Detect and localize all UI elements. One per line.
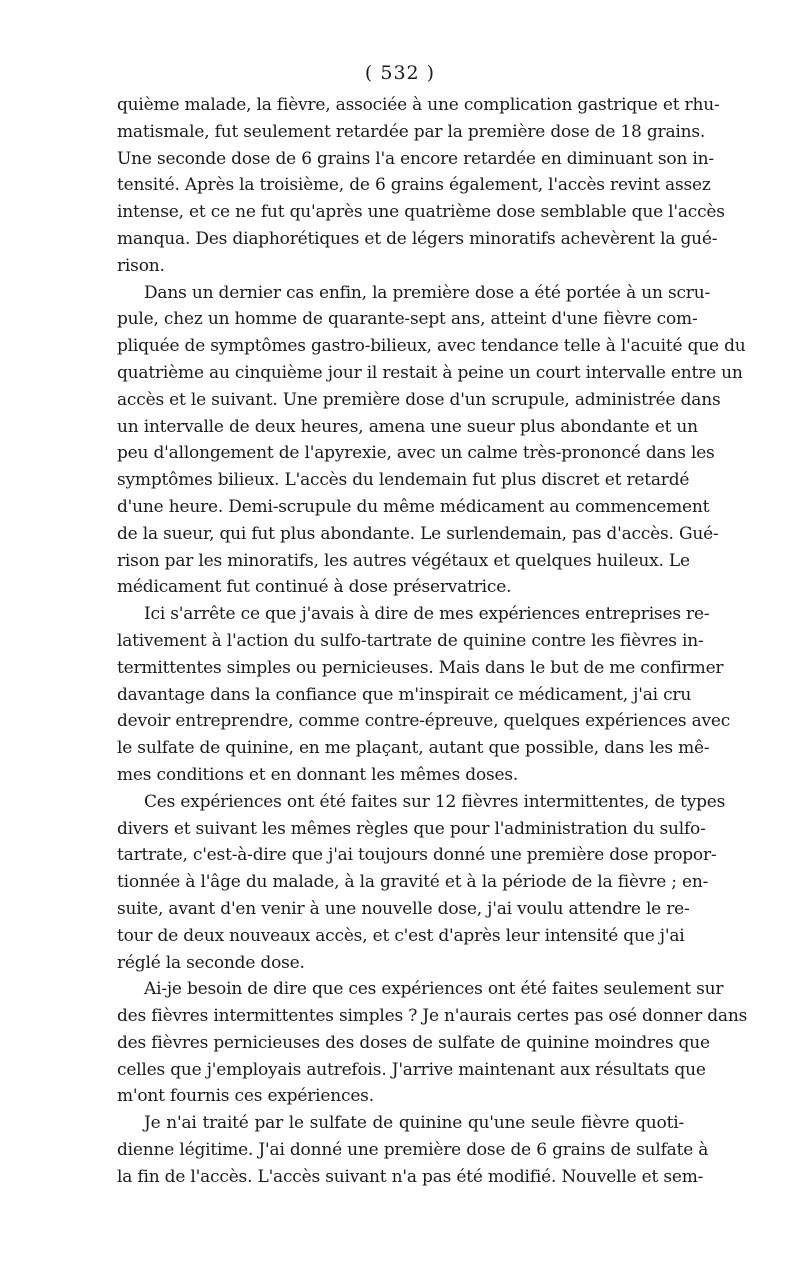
text-line: quième malade, la fièvre, associée à une complication gastrique et rhu- [117,95,720,115]
text-line: termittentes simples ou pernicieuses. Mais dans le but de me confirmer [117,657,724,678]
text-line: intense, et ce ne fut qu'après une quatrième dose semblable que l'accès [117,202,725,223]
text-line: la fin de l'accès. L'accès suivant n'a pas été modifié. Nouvelle et sem- [117,1166,704,1187]
text-line: lativement à l'action du sulfo-tartrate de quinine contre les fièvres in- [117,630,704,651]
text-line: tour de deux nouveaux accès, et c'est d'après leur intensité que j'ai [117,925,685,946]
text-line: dienne légitime. J'ai donné une première dose de 6 grains de sulfate à [117,1140,709,1161]
text-line: rison par les minoratifs, les autres végétaux et quelques huileux. Le [117,550,690,571]
text-line: tartrate, c'est-à-dire que j'ai toujours donné une première dose propor- [117,845,717,866]
text-line: devoir entreprendre, comme contre-épreuve, quelques expériences avec [117,711,731,732]
text-line: Ici s'arrête ce que j'avais à dire de mes expériences entreprises re- [144,604,710,625]
text-line: des fièvres pernicieuses des doses de sulfate de quinine moindres que [117,1032,710,1053]
text-line: Ces expériences ont été faites sur 12 fièvres intermittentes, de types [144,791,726,812]
text-line: le sulfate de quinine, en me plaçant, autant que possible, dans les mê- [117,738,710,759]
text-line: suite, avant d'en venir à une nouvelle dose, j'ai voulu attendre le re- [117,898,690,919]
text-line: tensité. Après la troisième, de 6 grains également, l'accès revint assez [117,175,711,196]
text-line: peu d'allongement de l'apyrexie, avec un calme très-prononcé dans les [117,443,715,464]
text-line: un intervalle de deux heures, amena une sueur plus abondante et un [117,416,698,437]
text-line: symptômes bilieux. L'accès du lendemain fut plus discret et retardé [117,470,690,491]
text-line: pule, chez un homme de quarante-sept ans, atteint d'une fièvre com- [117,309,698,330]
text-line: accès et le suivant. Une première dose d'un scrupule, administrée dans [117,389,721,410]
text-line: mes conditions et en donnant les mêmes doses. [117,764,519,785]
text-line: divers et suivant les mêmes règles que pour l'administration du sulfo- [117,818,706,839]
text-line: m'ont fournis ces expériences. [117,1086,374,1107]
text-line: Une seconde dose de 6 grains l'a encore retardée en diminuant son in- [117,148,714,169]
text-line: matismale, fut seulement retardée par la première dose de 18 grains. [117,121,706,142]
page-number: ( 532 ) [364,62,436,84]
text-line: Ai-je besoin de dire que ces expériences ont été faites seulement sur [144,979,724,1000]
text-line: quatrième au cinquième jour il restait à peine un court intervalle entre un [117,362,743,383]
text-line: tionnée à l'âge du malade, à la gravité et à la période de la fièvre ; en- [117,872,709,893]
text-line: davantage dans la confiance que m'inspirait ce médicament, j'ai cru [117,684,692,705]
text-line: Je n'ai traité par le sulfate de quinine qu'une seule fièvre quoti- [144,1113,684,1134]
text-line: des fièvres intermittentes simples ? Je n'aurais certes pas osé donner dans [117,1006,748,1027]
text-line: pliquée de symptômes gastro-bilieux, avec tendance telle à l'acuité que du [117,336,746,357]
text-line: rison. [117,255,165,276]
text-line: médicament fut continué à dose préservatrice. [117,577,512,598]
text-line: réglé la seconde dose. [117,952,305,973]
text-line: celles que j'employais autrefois. J'arrive maintenant aux résultats que [117,1059,706,1080]
text-line: Dans un dernier cas enfin, la première dose a été portée à un scru- [144,282,711,303]
text-line: de la sueur, qui fut plus abondante. Le surlendemain, pas d'accès. Gué- [117,523,719,544]
text-line: manqua. Des diaphorétiques et de légers minoratifs achevèrent la gué- [117,228,718,249]
body-text [117,92,748,1191]
text-line: d'une heure. Demi-scrupule du même médicament au commencement [117,496,710,517]
